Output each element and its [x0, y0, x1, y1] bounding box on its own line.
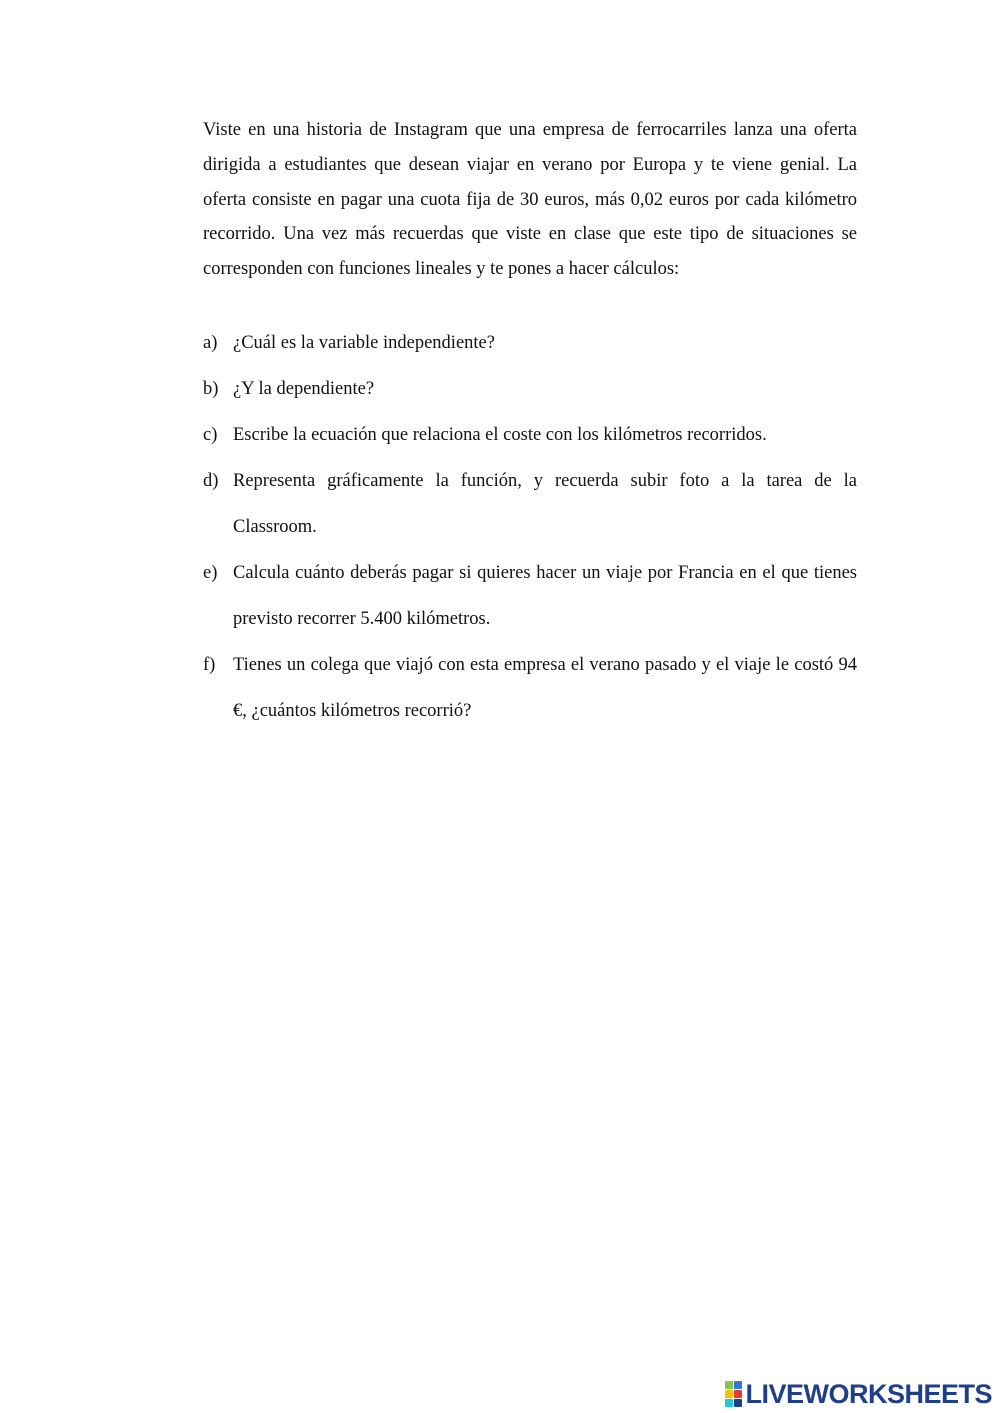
- liveworksheets-logo-icon: [725, 1381, 742, 1407]
- question-text: Tienes un colega que viajó con esta empresa el verano pasado y el viaje le costó 94 €, ¿cuántos kilómetros recorrió?: [233, 655, 857, 721]
- question-letter: c): [203, 425, 218, 445]
- question-text: Calcula cuánto deberás pagar si quieres hacer un viaje por Francia en el que tienes previsto recorrer 5.400 kilómetros.: [233, 563, 857, 629]
- question-text: Representa gráficamente la función, y recuerda subir foto a la tarea de la Classroom.: [233, 471, 857, 537]
- question-a: [203, 320, 857, 366]
- question-text: ¿Y la dependiente?: [233, 379, 375, 399]
- question-f: [203, 642, 857, 734]
- question-text: ¿Cuál es la variable independiente?: [233, 333, 495, 353]
- logo-tile: [734, 1399, 742, 1407]
- liveworksheets-logo-text: LIVEWORKSHEETS: [745, 1378, 992, 1409]
- logo-tile: [734, 1381, 742, 1389]
- logo-tile: [725, 1381, 733, 1389]
- question-d: [203, 458, 857, 550]
- question-c: [203, 412, 857, 458]
- question-letter: e): [203, 563, 218, 583]
- question-letter: a): [203, 333, 218, 353]
- question-letter: f): [203, 655, 216, 675]
- question-e: [203, 550, 857, 642]
- question-text: Escribe la ecuación que relaciona el coste con los kilómetros recorridos.: [233, 425, 767, 445]
- question-b: [203, 366, 857, 412]
- liveworksheets-logo: [725, 1379, 992, 1409]
- logo-tile: [725, 1399, 733, 1407]
- logo-tile: [734, 1390, 742, 1398]
- question-list: [203, 320, 857, 734]
- question-letter: d): [203, 471, 219, 491]
- logo-tile: [725, 1390, 733, 1398]
- problem-statement: Viste en una historia de Instagram que una empresa de ferrocarriles lanza una oferta dirigida a estudiantes que desean viajar en verano por Europa y te viene genial. La oferta consiste en pagar una cuota fija de 30 euros, más 0,02 euros por cada kilómetro recorrido. Una vez más recuerdas que viste en clase que este tipo de situaciones se corresponden con funciones lineales y te pones a hacer cálculos:: [203, 120, 857, 280]
- question-letter: b): [203, 379, 219, 399]
